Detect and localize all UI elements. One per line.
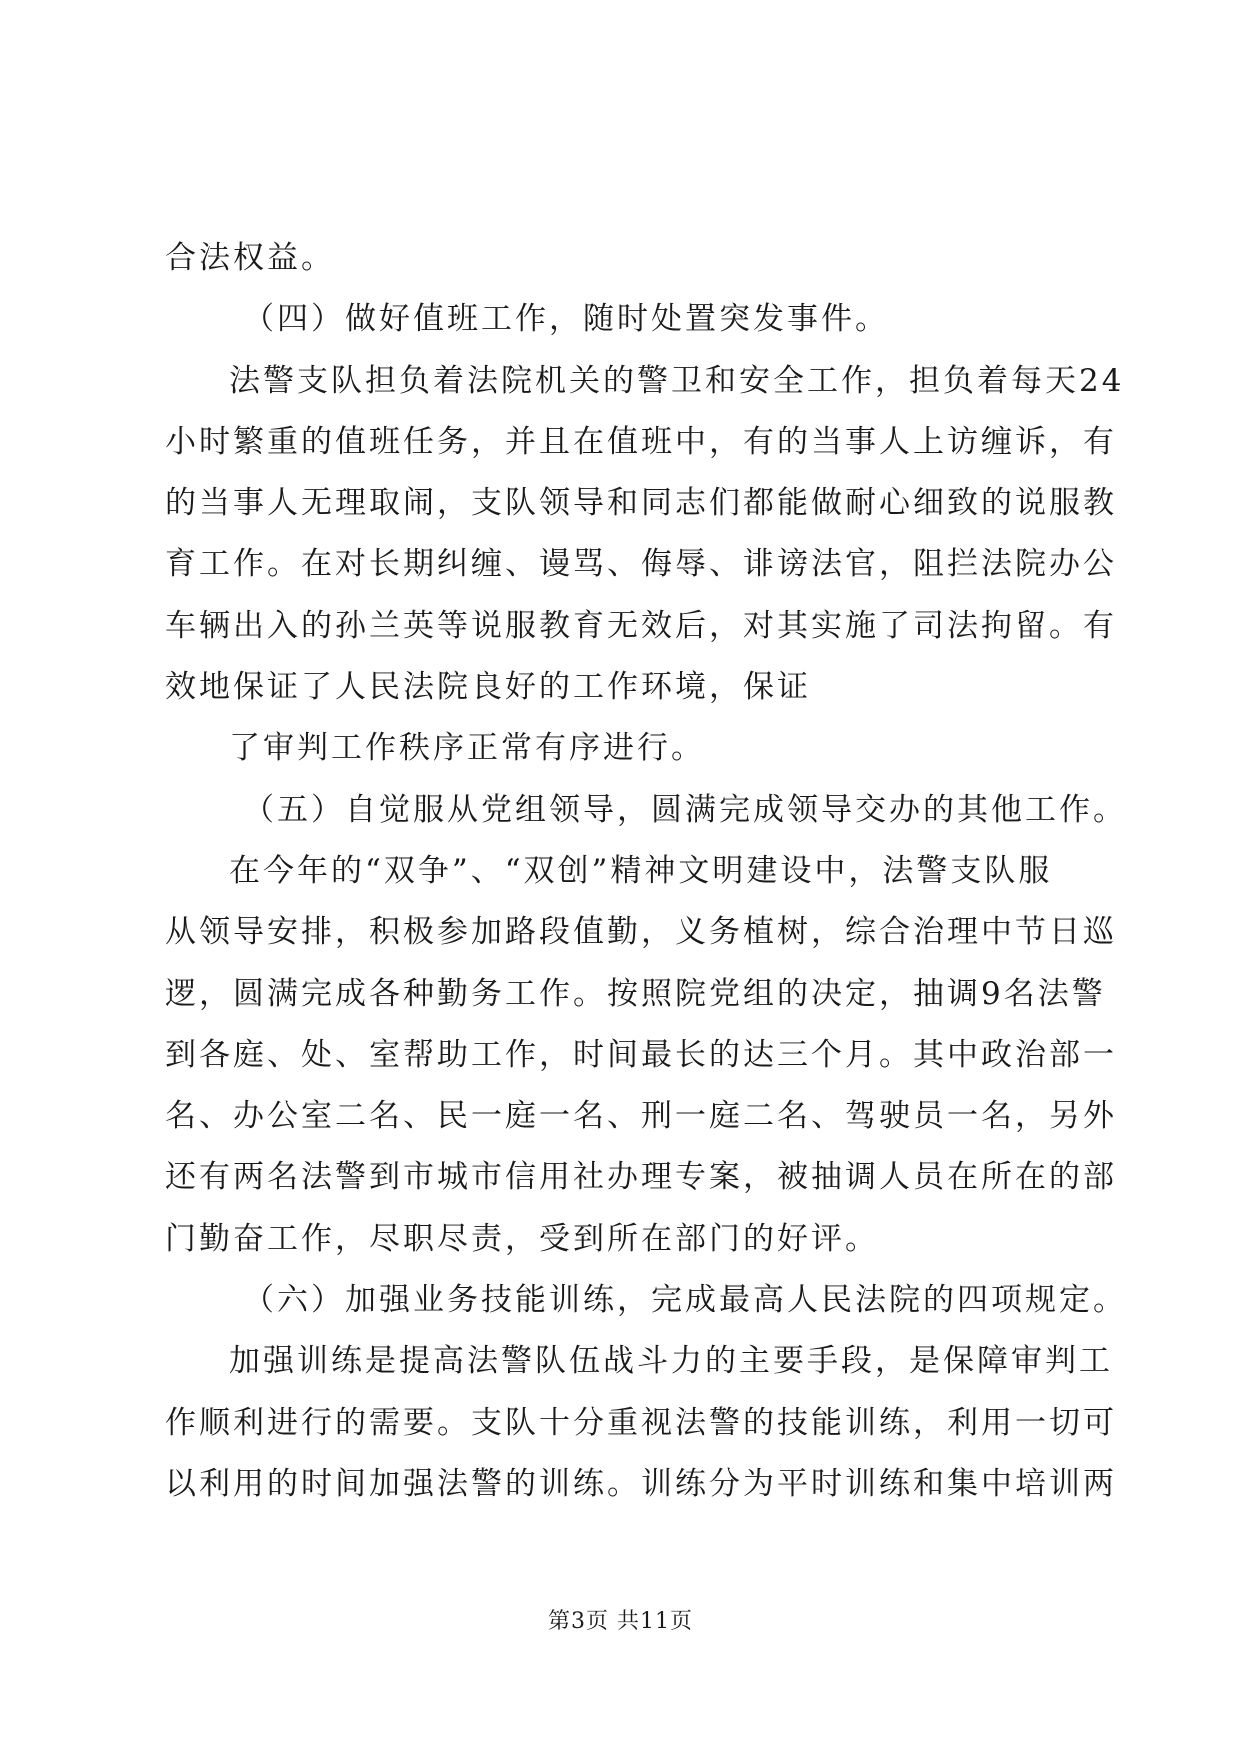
text-line: 效地保证了人民法院良好的工作环境，保证	[165, 669, 811, 706]
text-line: 车辆出入的孙兰英等说服教育无效后，对其实施了司法拘留。有	[165, 607, 1117, 644]
section-heading-4: （四）做好值班工作，随时处置突发事件。	[243, 301, 889, 338]
text-line: 门勤奋工作，尽职尽责，受到所在部门的好评。	[165, 1220, 879, 1257]
document-body	[165, 228, 1127, 1515]
text-line: 逻，圆满完成各种勤务工作。按照院党组的决定，抽调9名法警	[165, 975, 1106, 1012]
text-line: 到各庭、处、室帮助工作，时间最长的达三个月。其中政治部一	[165, 1036, 1117, 1073]
text-line: 以利用的时间加强法警的训练。训练分为平时训练和集中培训两	[165, 1465, 1117, 1502]
text-line: 从领导安排，积极参加路段值勤，义务植树，综合治理中节日巡	[165, 914, 1117, 951]
page-number-footer: 第3页 共11页	[548, 1609, 693, 1634]
text-line: 作顺利进行的需要。支队十分重视法警的技能训练，利用一切可	[165, 1404, 1117, 1441]
text-line: 还有两名法警到市城市信用社办理专案，被抽调人员在所在的部	[165, 1159, 1117, 1196]
text-line: 合法权益。	[165, 240, 335, 276]
text-line: 在今年的“双争”、“双创”精神文明建设中，法警支队服	[229, 852, 1053, 889]
text-line: 名、办公室二名、民一庭一名、刑一庭二名、驾驶员一名，另外	[165, 1098, 1117, 1135]
text-line: 的当事人无理取闹，支队领导和同志们都能做耐心细致的说服教	[165, 485, 1117, 522]
section-heading-6: （六）加强业务技能训练，完成最高人民法院的四项规定。	[243, 1282, 1127, 1319]
text-line: 小时繁重的值班任务，并且在值班中，有的当事人上访缠诉，有	[165, 423, 1117, 460]
text-line: 法警支队担负着法院机关的警卫和安全工作，担负着每天24	[229, 362, 1125, 399]
text-line: 了审判工作秩序正常有序进行。	[229, 730, 705, 767]
section-heading-5: （五）自觉服从党组领导，圆满完成领导交办的其他工作。	[243, 791, 1127, 828]
text-line: 加强训练是提高法警队伍战斗力的主要手段，是保障审判工	[229, 1343, 1113, 1380]
text-line: 育工作。在对长期纠缠、谩骂、侮辱、诽谤法官，阻拦法院办公	[165, 546, 1117, 583]
